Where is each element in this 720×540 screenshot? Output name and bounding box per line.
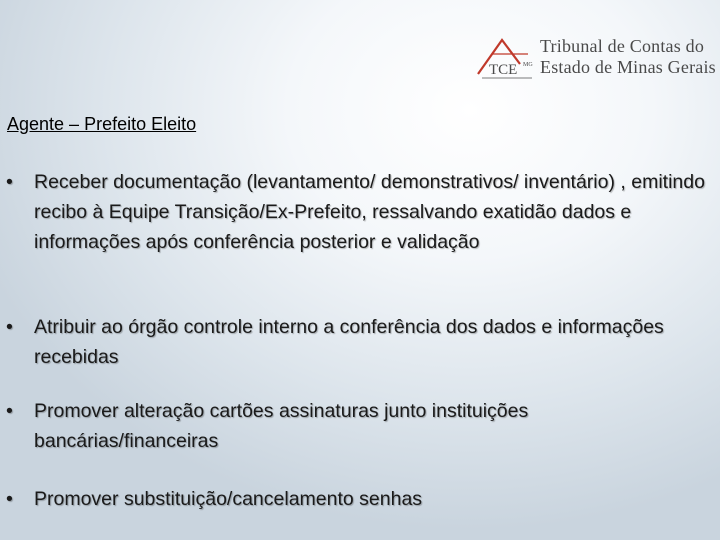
bullet-item (4, 484, 714, 514)
logo-mark-suffix: MG (523, 62, 533, 68)
tce-logo (476, 34, 716, 84)
slide-title: Agente – Prefeito Eleito (7, 114, 197, 134)
bullet-text: Promover alteração cartões assinaturas junto instituições bancárias/financeiras (34, 400, 529, 452)
bullet-text: Promover substituição/cancelamento senhas (34, 488, 423, 510)
tce-emblem-icon (476, 34, 536, 82)
bullet-text: Receber documentação (levantamento/ demonstrativos/ inventário) , emitindo recibo à Equipe Transição/Ex-Prefeito, ressalvando exatidão dados e informações após conferência posterior e validação (34, 171, 705, 253)
logo-mark-text: TCE (489, 62, 518, 78)
logo-line-2: Estado de Minas Gerais (540, 57, 716, 77)
bullet-text: Atribuir ao órgão controle interno a conferência dos dados e informações recebidas (34, 316, 664, 368)
bullet-dot: • (6, 171, 13, 193)
bullet-dot: • (6, 316, 13, 338)
bullet-dot: • (6, 488, 13, 510)
bullet-item (4, 167, 714, 257)
bullet-item (4, 396, 714, 456)
logo-text (540, 36, 716, 78)
logo-line-1: Tribunal de Contas do (540, 36, 705, 56)
bullet-dot: • (6, 400, 13, 422)
bullet-item (4, 312, 714, 372)
